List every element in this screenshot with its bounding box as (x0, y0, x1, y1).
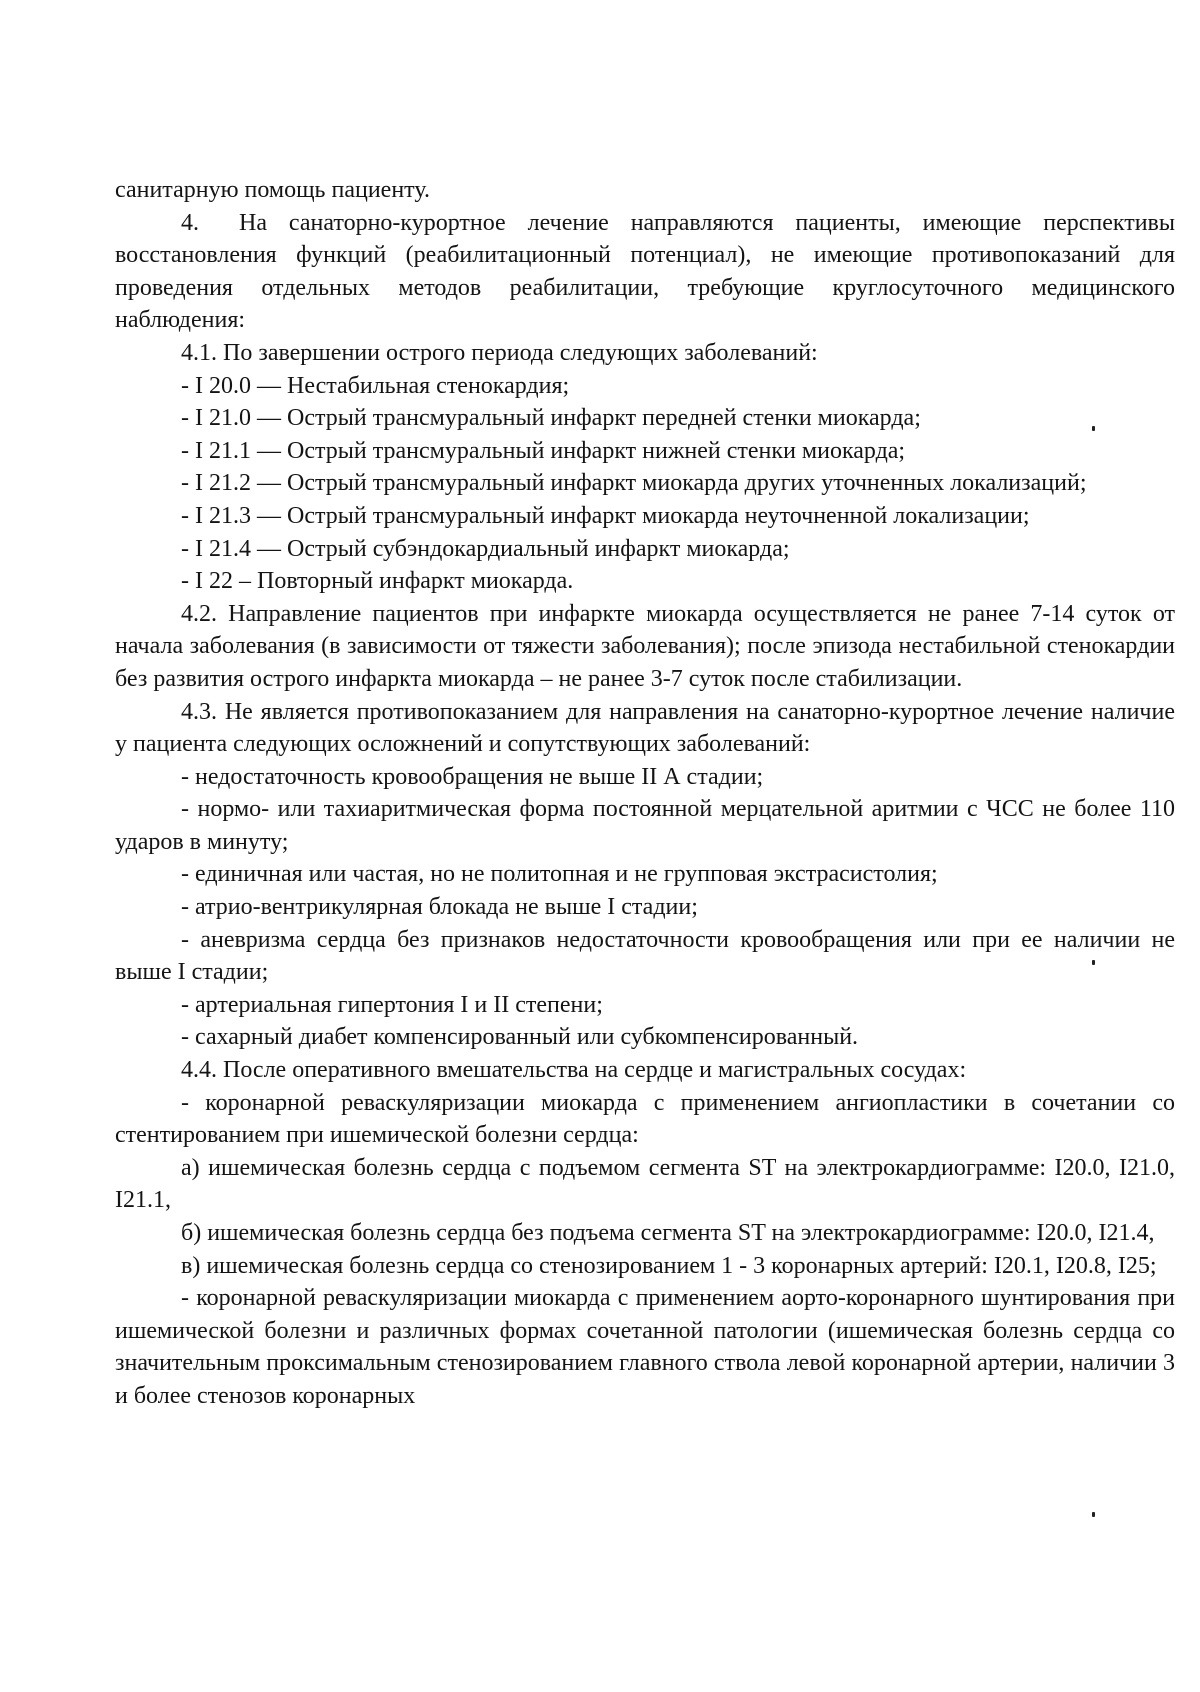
list-item-angioplasty: - коронарной реваскуляризации миокарда с применением ангиопластики в сочетании со стентированием при ишемической болезни сердца: (115, 1089, 1175, 1149)
list-item-i22: - I 22 – Повторный инфаркт миокарда. (181, 568, 574, 595)
paragraph-4-1: 4.1. По завершении острого периода следующих заболеваний: (181, 339, 818, 366)
list-item-circulatory-failure: - недостаточность кровообращения не выше II А стадии; (181, 763, 764, 790)
paragraph-4-4: 4.4. После оперативного вмешательства на сердце и магистральных сосудах: (181, 1057, 967, 1084)
paragraph-4-2: 4.2. Направление пациентов при инфаркте миокарда осуществляется не ранее 7-14 суток от начала заболевания (в зависимости от тяжести заболевания); после эпизода нестабильной стенокардии без развития острого инфаркта миокарда – не ранее 3-7 суток после стабилизации. (115, 600, 1175, 692)
list-item-i21-4: - I 21.4 — Острый субэндокардиальный инфаркт миокарда; (181, 535, 790, 562)
scan-speck (1092, 960, 1095, 965)
paragraph-4-text: На санаторно-курортное лечение направляются пациенты, имеющие перспективы восстановления функций (реабилитационный потенциал), не имеющие противопоказаний для проведения отдельных методов реабилитации, требующие круглосуточного медицинского наблюдения: (115, 209, 1175, 334)
list-item-b: б) ишемическая болезнь сердца без подъема сегмента ST на электрокардиограмме: I20.0, I21.4, (181, 1220, 1155, 1246)
paragraph-4-3: 4.3. Не является противопоказанием для направления на санаторно-курортное лечение наличие у пациента следующих осложнений и сопутствующих заболеваний: (115, 698, 1175, 758)
paragraph-4 (115, 207, 1175, 337)
list-item-i21-1: - I 21.1 — Острый трансмуральный инфаркт нижней стенки миокарда; (181, 437, 906, 464)
list-item-i21-3: - I 21.3 — Острый трансмуральный инфаркт миокарда неуточненной локализации; (181, 502, 1030, 529)
paragraph-continuation: санитарную помощь пациенту. (115, 177, 430, 203)
list-item-i21-0: - I 21.0 — Острый трансмуральный инфаркт передней стенки миокарда; (181, 405, 921, 432)
scan-speck (1092, 1512, 1095, 1517)
list-item-extrasystole: - единичная или частая, но не политопная и не групповая экстрасистолия; (181, 861, 938, 888)
list-item-av-block: - атрио-вентрикулярная блокада не выше I стадии; (181, 894, 698, 921)
list-item-aneurysm: - аневризма сердца без признаков недостаточности кровообращения или при ее наличии не выше I стадии; (115, 926, 1175, 986)
list-item-c: в) ишемическая болезнь сердца со стенозированием 1 - 3 коронарных артерий: I20.1, I20.8, I25; (181, 1252, 1157, 1279)
document-page (115, 174, 1175, 1413)
list-item-cabg: - коронарной реваскуляризации миокарда с применением аорто-коронарного шунтирования при ишемической болезни и различных формах сочетанной патологии (ишемическая болезнь сердца со значительным проксимальным стенозированием главного ствола левой коронарной артерии, наличии 3 и более стенозов коронарных (115, 1285, 1175, 1409)
scan-speck (1092, 426, 1095, 431)
paragraph-4-number: 4. (181, 209, 199, 236)
list-item-i20-0: - I 20.0 — Нестабильная стенокардия; (181, 372, 570, 399)
list-item-diabetes: - сахарный диабет компенсированный или субкомпенсированный. (181, 1024, 859, 1051)
list-item-arrhythmia: - нормо- или тахиаритмическая форма постоянной мерцательной аритмии с ЧСС не более 110 ударов в минуту; (115, 796, 1175, 855)
list-item-a: а) ишемическая болезнь сердца с подъемом сегмента ST на электрокардиограмме: I20.0, I21.0, I21.1, (115, 1154, 1175, 1214)
list-item-hypertension: - артериальная гипертония I и II степени; (181, 991, 603, 1018)
list-item-i21-2: - I 21.2 — Острый трансмуральный инфаркт миокарда других уточненных локализаций; (181, 470, 1087, 497)
